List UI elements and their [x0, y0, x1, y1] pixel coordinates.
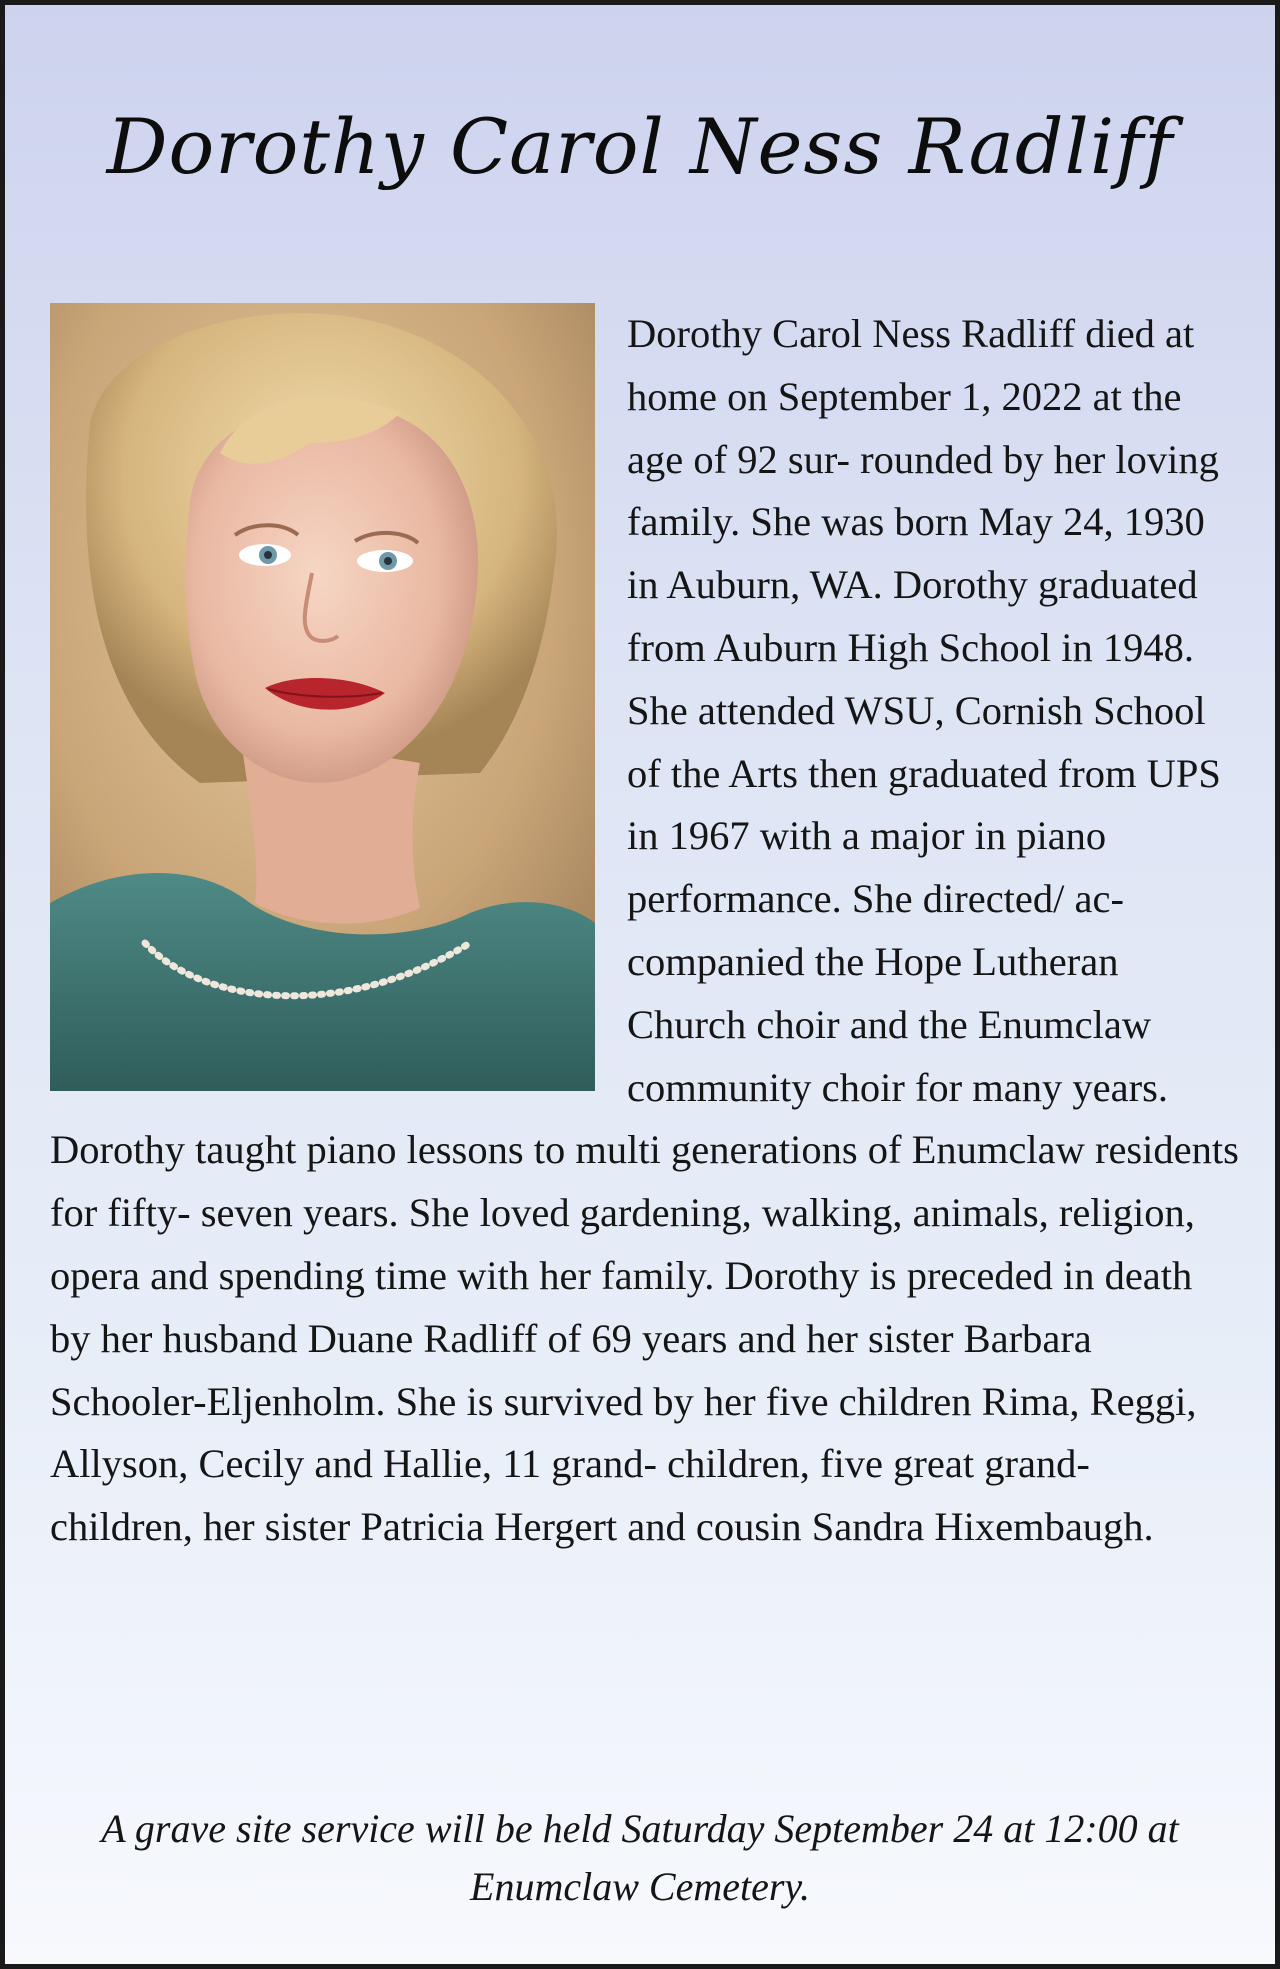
obituary-body-text: Dorothy Carol Ness Radliff died at home on September 1, 2022 at the age of 92 sur- rounded by her loving family. She was born May 24, 1930 in Auburn, WA. Dorothy graduated from Auburn High School in 1948. She attended WSU, Cornish School of the Arts then graduated from UPS in 1967 with a major in piano performance. She directed/ ac- companied the Hope Lutheran Church choir and the Enumclaw community choir for many years. Dorothy taught piano lessons to multi generations of Enumclaw residents for fifty- seven years. She loved gardening, walking, animals, religion, opera and spending time with her family. Dorothy is preceded in death by her husband Duane Radliff of 69 years and her sister Barbara Schooler-Eljenholm. She is survived by her five children Rima, Reggi, Allyson, Cecily and Hallie, 11 grand- children, five great grand- children, her sister Patricia Hergert and cousin Sandra Hixembaugh. — [50, 311, 1239, 1550]
obituary-title: Dorothy Carol Ness Radliff — [106, 102, 1174, 191]
service-notice: A grave site service will be held Saturday September 24 at 12:00 at Enumclaw Cemetery. — [101, 1806, 1179, 1909]
portrait-photo — [50, 303, 595, 1091]
obituary-body-block — [50, 303, 1240, 1559]
portrait-illustration — [50, 303, 595, 1091]
